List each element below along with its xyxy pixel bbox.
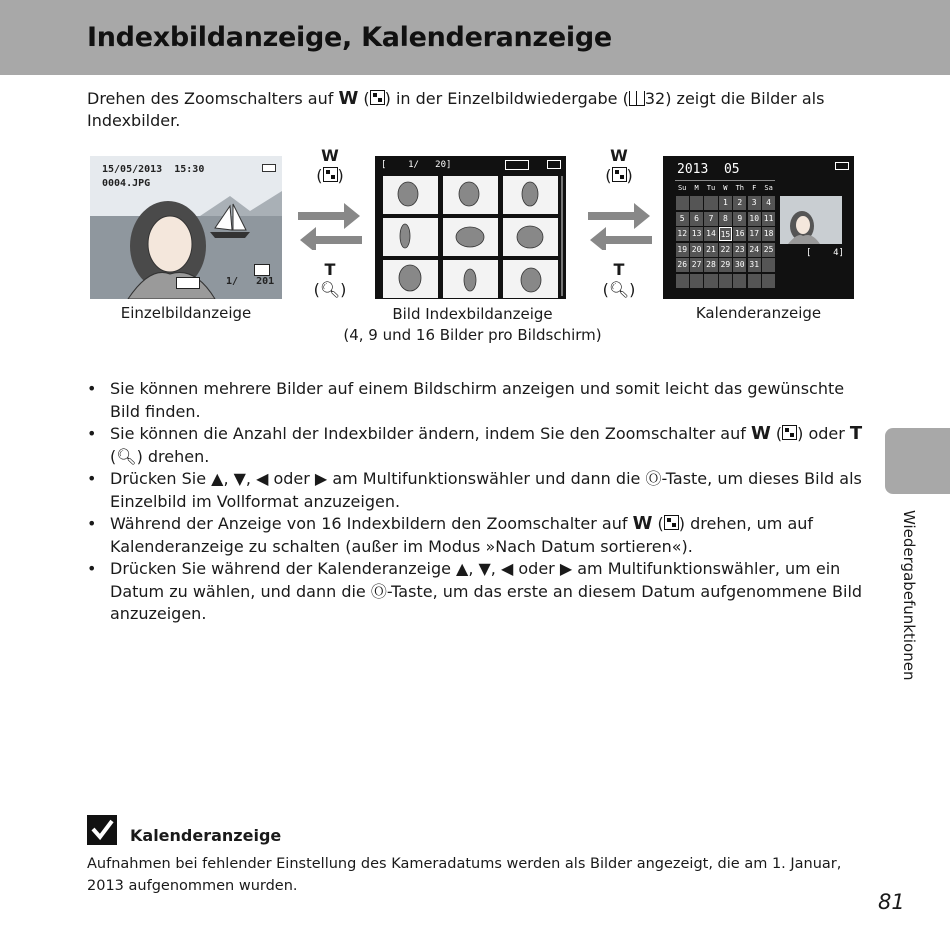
- calendar-day[interactable]: 27: [690, 258, 703, 272]
- index-icon: [782, 425, 797, 440]
- bullet-text: Drücken Sie ▲, ▼, ◀ oder ▶ am Multifunktionswähler und dann die: [110, 469, 646, 488]
- chapter-label: Wiedergabefunktionen: [900, 510, 918, 681]
- calendar-day[interactable]: 23: [733, 243, 746, 257]
- intro-text-1: Drehen des Zoomschalters auf: [87, 89, 339, 108]
- bullet-text: ) drehen, um auf Kalenderanzeige zu schalten (außer im Modus »Nach Datum sortieren«).: [110, 514, 814, 556]
- calendar-day[interactable]: 7: [704, 212, 717, 226]
- single-datetime: 15/05/2013 15:30: [102, 164, 205, 175]
- index-icon: [370, 90, 385, 105]
- calendar-count: [ 4]: [806, 248, 844, 258]
- calendar-weekday: Su: [677, 184, 687, 192]
- bullet-list: [87, 378, 867, 626]
- magnify-icon: (🔍︎): [313, 280, 347, 299]
- zoom-w-letter: W: [610, 146, 628, 165]
- chapter-tab: [885, 428, 950, 494]
- calendar-day[interactable]: 13: [690, 227, 703, 241]
- calendar-day[interactable]: 24: [748, 243, 761, 257]
- index-counter: [ 1/ 20]: [381, 160, 452, 170]
- bullet-item: • Während der Anzeige von 16 Indexbildern den Zoomschalter auf W ( ) drehen, um auf Kalenderanzeige zu schalten (außer im Modus »Nach Datum sortieren«).: [87, 513, 867, 558]
- calendar-day[interactable]: 4: [762, 196, 775, 210]
- calendar-header: 2013 05: [677, 162, 740, 177]
- note-text: Aufnahmen bei fehlender Einstellung des Kameradatums werden als Bilder angezeigt, die am 1. Januar, 2013 aufgenommen wurden.: [87, 856, 842, 894]
- index-caption-line2: (4, 9 und 16 Bilder pro Bildschirm): [343, 326, 602, 344]
- bullet-text: Drücken Sie während der Kalenderanzeige ▲, ▼, ◀ oder ▶ am Multifunktionswähler, um ein Datum zu wählen, und dann die: [110, 559, 841, 601]
- index-icon: [323, 167, 338, 182]
- calendar-day[interactable]: 26: [676, 258, 689, 272]
- bullet-text: ) oder: [797, 424, 850, 443]
- zoom-arrows-right: [586, 200, 654, 250]
- index-icon: [612, 167, 627, 182]
- calendar-day[interactable]: 10: [748, 212, 761, 226]
- calendar-day[interactable]: 9: [733, 212, 746, 226]
- calendar-day[interactable]: 30: [733, 258, 746, 272]
- calendar-day: [762, 274, 775, 288]
- calendar-day[interactable]: 12: [676, 227, 689, 241]
- calendar-day[interactable]: 31: [748, 258, 761, 272]
- intro-text-3: ) zeigt die Bilder als Indexbilder.: [87, 89, 825, 130]
- calendar-day[interactable]: 3: [748, 196, 761, 210]
- zoom-w-label-right: W ( ): [605, 146, 633, 185]
- index-thumb-figures: [375, 156, 566, 299]
- bullet-text: -Taste, um dieses Bild als Einzelbild im Vollformat anzuzeigen.: [110, 469, 862, 511]
- index-scrollbar: [561, 176, 563, 296]
- magnify-icon: 🔍︎: [116, 446, 137, 466]
- bullet-item: • Sie können die Anzahl der Indexbilder ändern, indem Sie den Zoomschalter auf W ( ) oder T (🔍︎) drehen.: [87, 423, 867, 468]
- calendar-day: [704, 274, 717, 288]
- calendar-day[interactable]: 15: [719, 227, 732, 241]
- magnify-icon: (🔍︎): [602, 280, 636, 299]
- calendar-day[interactable]: [762, 258, 775, 272]
- single-filename: 0004.JPG: [102, 178, 151, 189]
- calendar-day[interactable]: [690, 196, 703, 210]
- bullet-text: ) drehen.: [136, 446, 210, 466]
- zoom-t-symbol: T: [849, 423, 863, 444]
- index-icon: [664, 515, 679, 530]
- calendar-day[interactable]: 16: [733, 227, 746, 241]
- calendar-weekday: W: [723, 184, 728, 192]
- image-size-icon: [254, 264, 270, 276]
- zoom-t-label-left: [313, 260, 347, 300]
- single-counter: 1/ 201: [226, 276, 275, 287]
- battery-icon: [262, 164, 276, 172]
- bullet-text: Sie können mehrere Bilder auf einem Bildschirm anzeigen und somit leicht das gewünschte Bild finden.: [110, 379, 845, 421]
- calendar-day[interactable]: 29: [719, 258, 732, 272]
- zoom-w-letter: W: [321, 146, 339, 165]
- ok-icon: [176, 277, 200, 289]
- calendar-day[interactable]: 21: [704, 243, 717, 257]
- calendar-day[interactable]: 18: [762, 227, 775, 241]
- index-screen: [375, 156, 566, 299]
- zoom-w-symbol: W: [338, 88, 359, 109]
- calendar-preview-photo: [780, 196, 842, 244]
- index-caption-line1: Bild Indexbildanzeige: [392, 305, 553, 323]
- calendar-day[interactable]: 17: [748, 227, 761, 241]
- ok-button-icon: Ⓞ: [645, 469, 662, 488]
- bullet-item: [87, 558, 867, 626]
- calendar-caption: Kalenderanzeige: [695, 304, 822, 322]
- bullet-text: -Taste, um das erste an diesem Datum aufgenommene Bild anzuzeigen.: [110, 581, 863, 623]
- zoom-arrows-left: [296, 200, 364, 250]
- calendar-day: [676, 274, 689, 288]
- single-image-screen: [90, 156, 282, 299]
- index-caption: [330, 304, 615, 346]
- zoom-w-symbol: W: [750, 423, 771, 444]
- calendar-weekday: Sa: [764, 184, 773, 192]
- battery-icon: [835, 162, 849, 170]
- single-caption: Einzelbildanzeige: [120, 304, 252, 322]
- book-ref-icon: [629, 91, 645, 106]
- calendar-day[interactable]: 6: [690, 212, 703, 226]
- calendar-day[interactable]: 28: [704, 258, 717, 272]
- calendar-day[interactable]: 5: [676, 212, 689, 226]
- calendar-day[interactable]: 2: [733, 196, 746, 210]
- zoom-w-symbol: W: [632, 513, 653, 534]
- calendar-weekday: Th: [735, 184, 744, 192]
- calendar-day[interactable]: 1: [719, 196, 732, 210]
- note-title: Kalenderanzeige: [130, 826, 282, 845]
- calendar-day[interactable]: [704, 196, 717, 210]
- intro-ref: 32: [644, 89, 666, 108]
- calendar-weekday: F: [752, 184, 757, 192]
- calendar-day[interactable]: 14: [704, 227, 717, 241]
- zoom-w-label-left: W ( ): [316, 146, 344, 185]
- calendar-day[interactable]: 8: [719, 212, 732, 226]
- calendar-day: [690, 274, 703, 288]
- calendar-day: [733, 274, 746, 288]
- ok-button-icon: Ⓞ: [370, 581, 387, 601]
- calendar-day[interactable]: 22: [719, 243, 732, 257]
- bullet-item: [87, 468, 867, 513]
- bullet-text: Während der Anzeige von 16 Indexbildern den Zoomschalter auf: [110, 514, 633, 533]
- zoom-t-label-right: [602, 260, 636, 300]
- calendar-day[interactable]: [676, 196, 689, 210]
- intro-paragraph: Drehen des Zoomschalters auf W ( ) in der Einzelbildwiedergabe ( 32) zeigt die Bilder als Indexbilder.: [87, 88, 825, 130]
- page-title: Indexbildanzeige, Kalenderanzeige: [87, 22, 612, 53]
- page-number: 81: [878, 890, 905, 914]
- bullet-text: Sie können die Anzahl der Indexbilder ändern, indem Sie den Zoomschalter auf: [110, 424, 751, 443]
- calendar-weekday: Tu: [706, 184, 716, 192]
- calendar-day[interactable]: 11: [762, 212, 775, 226]
- calendar-day[interactable]: 19: [676, 243, 689, 257]
- calendar-day: [748, 274, 761, 288]
- calendar-underline: [675, 180, 775, 181]
- calendar-day[interactable]: 25: [762, 243, 775, 257]
- note-check-icon: [87, 815, 117, 845]
- calendar-day: [719, 274, 732, 288]
- calendar-day[interactable]: 20: [690, 243, 703, 257]
- calendar-weekday: M: [694, 184, 699, 192]
- bullet-item: [87, 378, 867, 423]
- zoom-t-letter: T: [613, 260, 625, 279]
- zoom-t-letter: T: [324, 260, 336, 279]
- intro-text-2: ) in der Einzelbildwiedergabe (: [384, 89, 629, 108]
- calendar-screen: [663, 156, 854, 299]
